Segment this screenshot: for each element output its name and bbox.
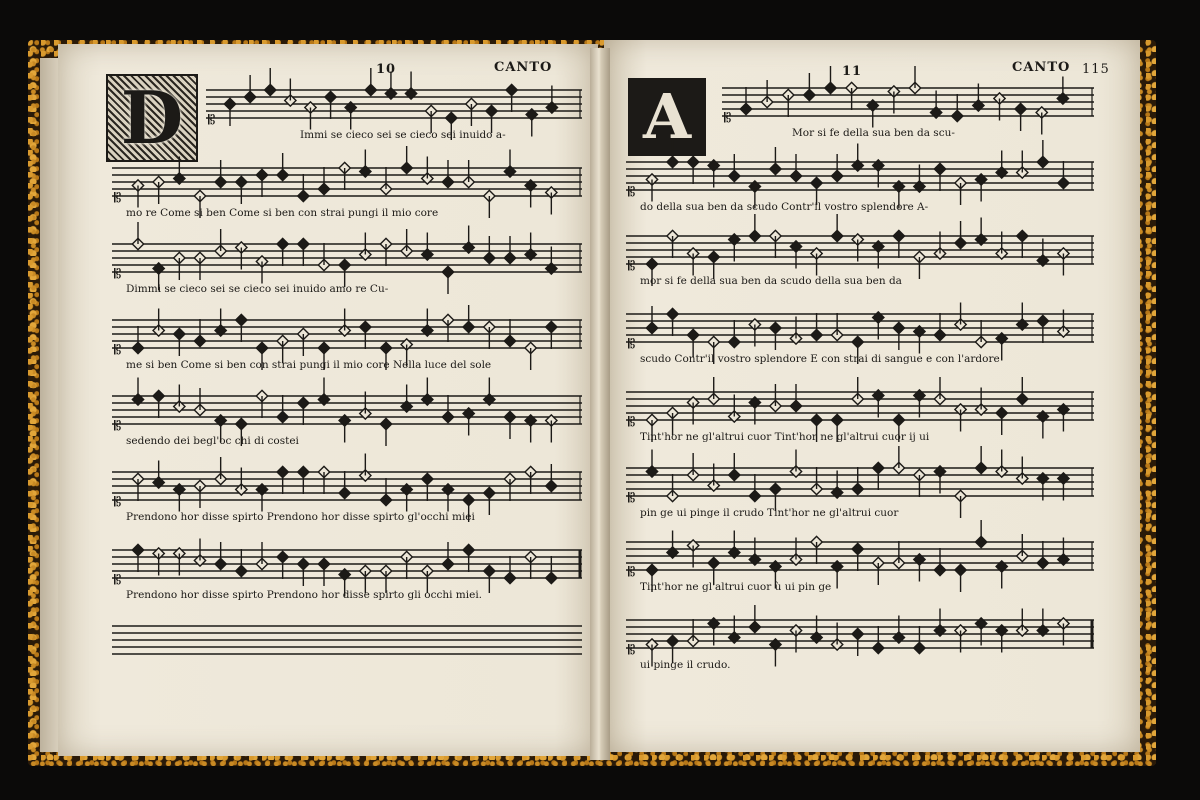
lyric-line: mor si fe della sua ben da scudo della sua ben da — [640, 275, 902, 287]
left-music-notation — [58, 44, 598, 756]
lyric-line: scudo Contr'il vostro splendore E con strai di sangue e con l'ardore — [640, 353, 1000, 365]
clef-mark: 𝄡 — [114, 495, 122, 510]
clef-mark: 𝄡 — [628, 643, 636, 658]
staff-system — [112, 626, 582, 654]
lyric-line: Immi se cieco sei se cieco sei inuido a- — [300, 129, 506, 141]
staff-system — [722, 66, 1094, 139]
staff-system — [626, 446, 1094, 519]
lyric-line: ui pinge il crudo. — [640, 659, 731, 671]
clef-mark: 𝄡 — [114, 343, 122, 358]
clef-mark: 𝄡 — [628, 185, 636, 200]
clef-mark: 𝄡 — [628, 491, 636, 506]
folio-number: 115 — [1082, 62, 1110, 77]
clef-mark: 𝄡 — [628, 415, 636, 430]
lyric-line: Prendono hor disse spirto Prendono hor disse spirto gl'occhi miei — [126, 511, 475, 523]
staff-system — [112, 305, 582, 371]
book-gutter — [590, 48, 610, 760]
lyric-line: Dimmi se cieco sei se cieco sei inuido amo re Cu- — [126, 283, 389, 295]
right-voice-label: CANTO — [1012, 60, 1071, 75]
clef-mark: 𝄡 — [114, 191, 122, 206]
lyric-line: Tint'hor ne gl'altrui cuor Tint'hor ne gl'altrui cuor ij ui — [640, 431, 930, 443]
right-page — [604, 40, 1140, 752]
lyric-line: Prendono hor disse spirto Prendono hor disse spirto gli occhi miei. — [126, 589, 483, 601]
right-music-notation — [604, 40, 1140, 752]
staff-system — [626, 377, 1094, 443]
staff-system — [626, 214, 1094, 287]
left-page — [58, 44, 598, 756]
initial-letter: A — [642, 80, 692, 153]
clef-mark: 𝄡 — [628, 259, 636, 274]
staff-system — [112, 222, 582, 295]
lyric-line: pin ge ui pinge il crudo Tint'hor ne gl'altrui cuor — [640, 507, 899, 519]
clef-mark: 𝄡 — [114, 419, 122, 434]
lyric-line: me si ben Come si ben con strai pungi il mio core Nella luce del sole — [126, 359, 492, 371]
staff-system — [206, 68, 582, 141]
lyric-line: mo re Come si ben Come si ben con strai pungi il mio core — [126, 207, 439, 219]
lyric-line: sedendo dei begl'oc chi di costei — [126, 435, 299, 447]
clef-mark: 𝄡 — [628, 337, 636, 352]
initial-letter: D — [120, 75, 184, 160]
clef-mark: 𝄡 — [114, 267, 122, 282]
clef-mark: 𝄡 — [208, 113, 216, 128]
clef-mark: 𝄡 — [724, 111, 732, 126]
staff-system — [626, 520, 1094, 593]
right-page-number: 11 — [842, 64, 863, 79]
left-voice-label: CANTO — [494, 60, 553, 75]
staff-system — [626, 140, 1094, 213]
staff-system — [626, 605, 1094, 671]
staff-system — [112, 146, 582, 219]
lyric-line: do della sua ben da scudo Contr'il vostro splendore A- — [640, 201, 929, 213]
staff-system — [112, 539, 582, 602]
clef-mark: 𝄡 — [114, 573, 122, 588]
staff-system — [626, 303, 1094, 366]
left-page-number: 10 — [376, 62, 397, 77]
lyric-line: Tint'hor ne gl'altrui cuor ù ui pin ge — [640, 581, 832, 593]
clef-mark: 𝄡 — [628, 565, 636, 580]
staff-system — [112, 454, 582, 524]
staff-system — [112, 378, 582, 448]
lyric-line: Mor si fe della sua ben da scu- — [792, 127, 955, 139]
